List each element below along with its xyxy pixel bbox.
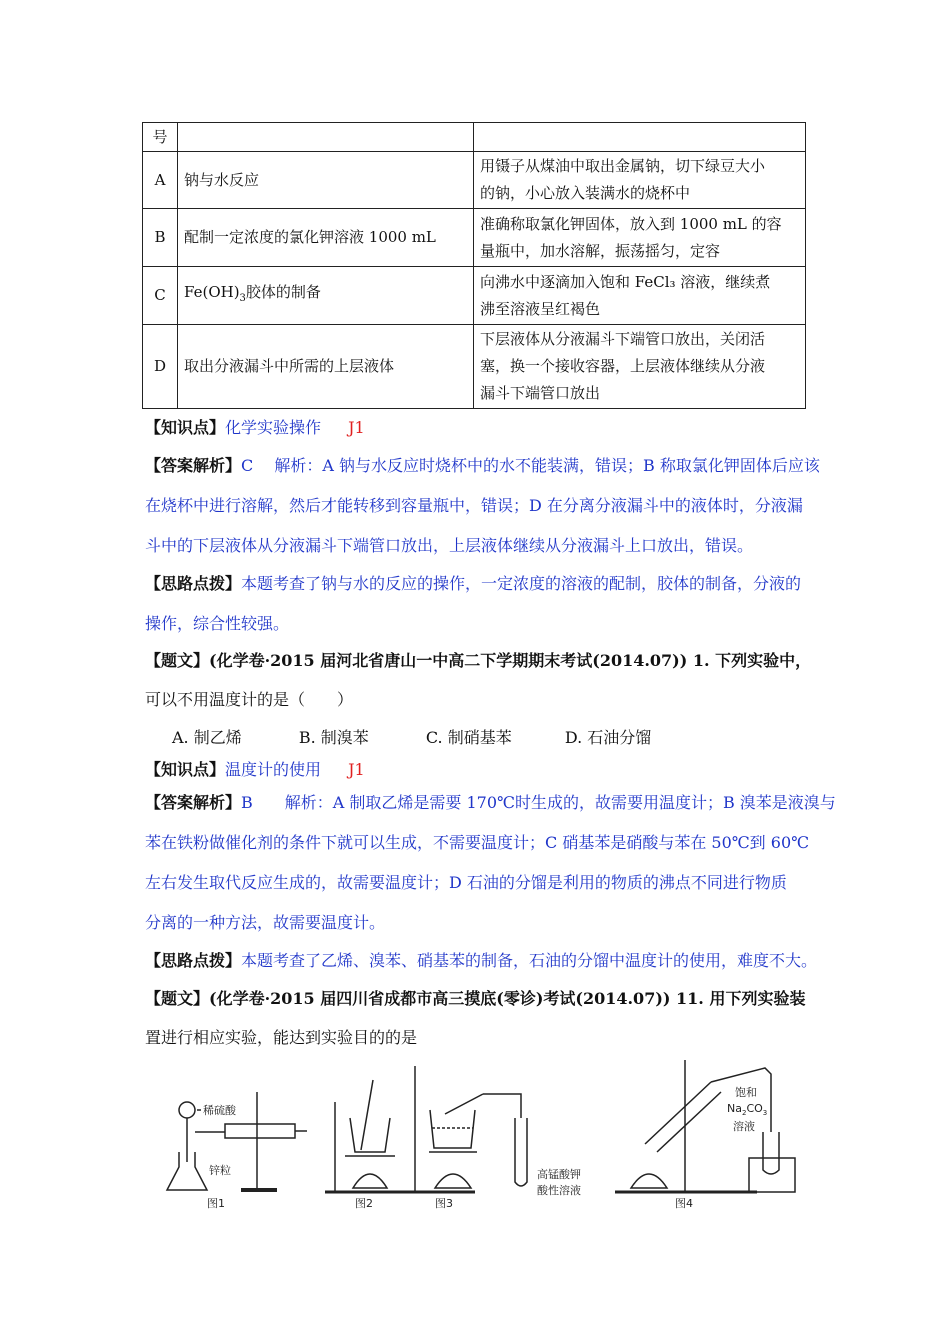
kp-code: J1 xyxy=(348,418,365,437)
table-row xyxy=(143,325,806,409)
row-id: C xyxy=(143,267,178,325)
na2co3-main: Na xyxy=(727,1102,742,1115)
method-line: 量瓶中，加水溶解，振荡摇匀，定容 xyxy=(480,241,721,260)
method-line: 准确称取氯化钾固体，放入到 1000 mL 的容 xyxy=(480,214,782,233)
label-na2co3 xyxy=(727,1102,767,1117)
label-acid: 稀硫酸 xyxy=(203,1104,236,1117)
row-id: B xyxy=(143,209,178,267)
formula: Fe(OH) xyxy=(184,283,240,301)
row-method xyxy=(474,152,806,209)
row-item xyxy=(178,123,474,152)
answer-line: 左右发生取代反应生成的，故需要温度计；D 石油的分馏是利用的物质的沸点不同进行物质 xyxy=(145,873,787,892)
answer-line xyxy=(145,456,820,476)
method-line: 漏斗下端管口放出 xyxy=(480,384,601,402)
tip-line: 操作，综合性较强。 xyxy=(145,614,290,633)
answer-label: 【答案解析】 xyxy=(145,456,242,475)
method-line: 向沸水中逐滴加入饱和 FeCl₃ 溶液，继续煮 xyxy=(480,272,771,291)
label-zinc: 锌粒 xyxy=(209,1164,231,1177)
formula-subscript: 3 xyxy=(239,293,246,304)
funnel-bulb xyxy=(179,1102,195,1118)
row-method xyxy=(474,325,806,409)
figure-2 xyxy=(325,1080,407,1210)
figure-3-caption: 图3 xyxy=(435,1197,453,1210)
method-line: 塞，换一个接收容器，上层液体继续从分液 xyxy=(480,357,766,375)
figure-2-caption: 图2 xyxy=(355,1197,373,1210)
options-line xyxy=(172,728,651,748)
label-saturated: 饱和 xyxy=(735,1086,757,1099)
kp-label: 【知识点】 xyxy=(145,760,226,779)
delivery-tube xyxy=(483,1094,521,1118)
kp-code: J1 xyxy=(348,760,365,779)
figure-1-caption: 图1 xyxy=(207,1197,225,1210)
label-acidic-solution: 酸性溶液 xyxy=(537,1184,581,1197)
receiving-tube xyxy=(515,1118,527,1186)
syringe xyxy=(225,1124,295,1138)
method-line: 的钠，小心放入装满水的烧杯中 xyxy=(480,184,691,202)
answer-line xyxy=(145,793,836,813)
row-item: 取出分液漏斗中所需的上层液体 xyxy=(178,325,474,409)
figure-3 xyxy=(407,1066,581,1210)
item-text: 胶体的制备 xyxy=(245,283,321,301)
apparatus-figures xyxy=(145,1052,805,1212)
answer-text: B 解析：A 制取乙烯是需要 170℃时生成的，故需要用温度计；B 溴苯是液溴与 xyxy=(241,793,836,812)
table-row xyxy=(143,152,806,209)
figure-4-caption: 图4 xyxy=(675,1197,693,1210)
receiving-tube xyxy=(763,1132,779,1174)
answer-line: 斗中的下层液体从分液漏斗下端管口放出，上层液体继续从分液漏斗上口放出，错误。 xyxy=(145,536,754,555)
tip-text: 本题考查了乙烯、溴苯、硝基苯的制备，石油的分馏中温度计的使用，难度不大。 xyxy=(241,951,818,970)
label-solution: 溶液 xyxy=(733,1120,755,1133)
alcohol-lamp xyxy=(353,1174,387,1188)
slanted-test-tube xyxy=(645,1082,711,1144)
answer-line: 在烧杯中进行溶解，然后才能转移到容量瓶中，错误；D 在分离分液漏斗中的液体时，分液漏 xyxy=(145,496,803,515)
test-tube xyxy=(445,1094,483,1114)
row-id: 号 xyxy=(143,123,178,152)
answer-line: 分离的一种方法，故需要温度计。 xyxy=(145,913,386,932)
knowledge-point xyxy=(145,760,365,780)
row-method xyxy=(474,267,806,325)
beaker xyxy=(350,1118,390,1152)
option: C. 制硝基苯 xyxy=(425,728,512,747)
na2co3-sub1: 2 xyxy=(741,1109,747,1117)
row-method xyxy=(474,209,806,267)
row-id: A xyxy=(143,152,178,209)
question-title: 可以不用温度计的是（ ） xyxy=(145,690,354,709)
table-row xyxy=(143,267,806,325)
kp-label: 【知识点】 xyxy=(145,418,226,437)
thermometer xyxy=(361,1080,373,1150)
figure-4 xyxy=(615,1060,795,1210)
alcohol-lamp xyxy=(435,1174,471,1188)
answer-text: C 解析：A 钠与水反应时烧杯中的水不能装满，错误；B 称取氯化钾固体后应该 xyxy=(241,456,820,475)
tip-label: 【思路点拨】 xyxy=(145,951,242,970)
method-line: 用镊子从煤油中取出金属钠，切下绿豆大小 xyxy=(480,157,766,175)
method-line: 沸至溶液呈红褐色 xyxy=(480,299,601,318)
method-line: 下层液体从分液漏斗下端管口放出，关闭活 xyxy=(480,330,766,348)
tip-text: 本题考查了钠与水的反应的操作，一定浓度的溶液的配制，胶体的制备，分液的 xyxy=(241,574,802,593)
row-item xyxy=(178,267,474,325)
label-kmno4: 高锰酸钾 xyxy=(537,1168,581,1181)
figure-1 xyxy=(167,1092,307,1210)
kp-text: 温度计的使用 xyxy=(225,760,322,779)
question-title: 置进行相应实验，能达到实验目的的是 xyxy=(145,1028,418,1047)
table-row xyxy=(143,209,806,267)
experiment-table xyxy=(142,122,806,409)
beaker xyxy=(430,1110,475,1148)
question-title: 【题文】(化学卷·2015 届河北省唐山一中高二下学期期末考试(2014.07)) 1. 下列实验中， xyxy=(145,651,812,670)
row-id: D xyxy=(143,325,178,409)
option: D. 石油分馏 xyxy=(564,728,652,747)
wooden-block xyxy=(749,1158,795,1192)
tip-label: 【思路点拨】 xyxy=(145,574,242,593)
kp-text: 化学实验操作 xyxy=(225,418,322,437)
table-row xyxy=(143,123,806,152)
answer-label: 【答案解析】 xyxy=(145,793,242,812)
row-method xyxy=(474,123,806,152)
tip-line xyxy=(145,574,801,594)
alcohol-lamp xyxy=(631,1174,667,1188)
option: B. 制溴苯 xyxy=(298,728,369,747)
slanted-test-tube-side xyxy=(657,1092,721,1152)
na2co3-sub2: 3 xyxy=(762,1109,768,1117)
row-item: 钠与水反应 xyxy=(178,152,474,209)
option: A. 制乙烯 xyxy=(172,728,242,747)
tip-line xyxy=(145,951,817,971)
knowledge-point xyxy=(145,418,365,438)
row-item: 配制一定浓度的氯化钾溶液 1000 mL xyxy=(178,209,474,267)
answer-line: 苯在铁粉做催化剂的条件下就可以生成，不需要温度计；C 硝基苯是硝酸与苯在 50℃到 60℃ xyxy=(145,833,810,852)
na2co3-mid: CO xyxy=(746,1102,763,1115)
question-title: 【题文】(化学卷·2015 届四川省成都市高三摸底(零诊)考试(2014.07)) 11. 用下列实验装 xyxy=(145,989,806,1008)
